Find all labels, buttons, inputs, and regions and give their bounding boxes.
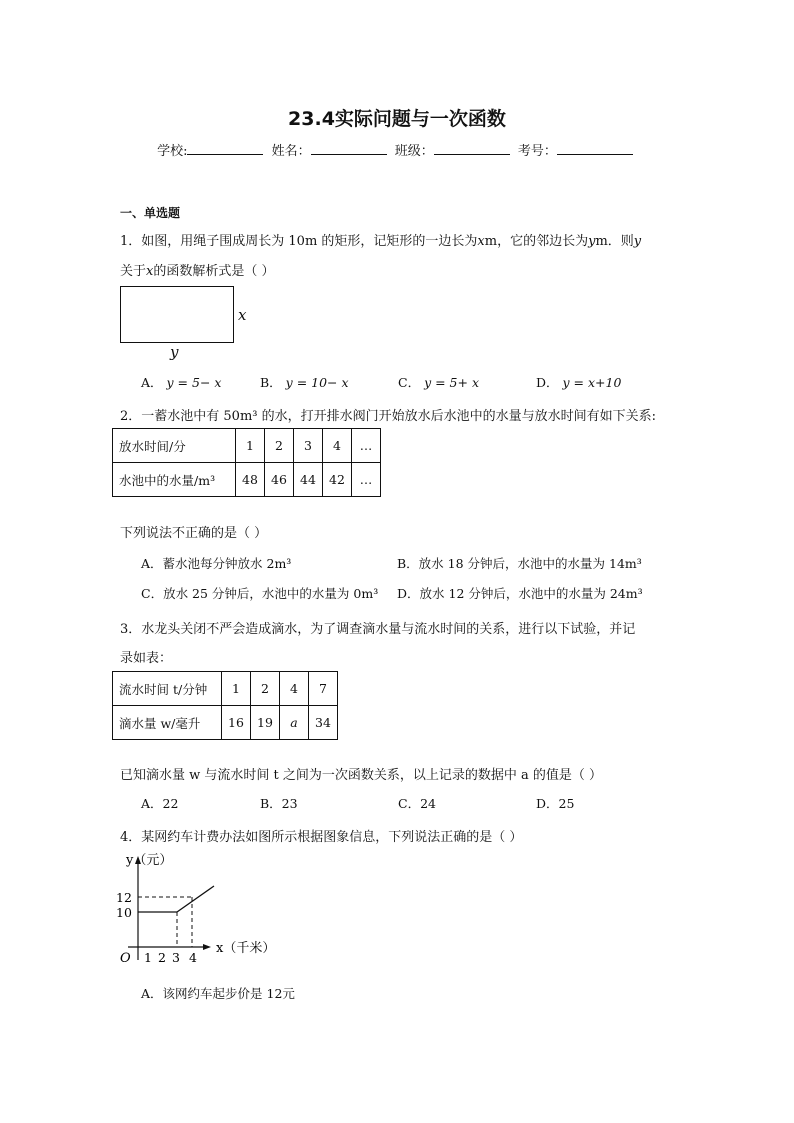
q3-line2: 录如表：: [120, 651, 173, 666]
q1-figure-x-label: x: [238, 306, 247, 324]
school-blank[interactable]: [187, 142, 263, 155]
q1-option-a[interactable]: A． y = 5− x: [141, 375, 222, 390]
q3-line1: 3．水龙头关闭不严会造成滴水，为了调查滴水量与流水时间的关系，进行以下试验，并记: [120, 622, 636, 637]
q4-fare-graph: [110, 848, 310, 970]
q1-rectangle-figure: [120, 286, 234, 343]
q2-row2-label: 水池中的水量/m³: [113, 463, 236, 497]
class-label: 班级：: [394, 144, 434, 159]
x-tick-label: 2: [158, 950, 166, 965]
table-cell: 48: [236, 463, 265, 497]
table-row: [113, 706, 338, 740]
number-blank[interactable]: [557, 142, 633, 155]
table-cell: 19: [251, 706, 280, 740]
q2-row1-label: 放水时间/分: [113, 429, 236, 463]
x-tick-label: 1: [144, 950, 152, 965]
table-row: [113, 429, 381, 463]
name-label: 姓名：: [271, 144, 311, 159]
section-heading: 一、单选题: [120, 206, 181, 220]
q3-option-d[interactable]: D．25: [536, 796, 575, 811]
q1-figure-y-label: y: [170, 343, 179, 361]
q1-option-b[interactable]: B． y = 10− x: [260, 375, 349, 390]
table-cell: 3: [294, 429, 323, 463]
student-info-line: [0, 140, 794, 159]
table-cell: 16: [222, 706, 251, 740]
q1-option-c[interactable]: C． y = 5+ x: [398, 375, 479, 390]
origin-label: O: [120, 951, 131, 966]
x-tick-label: 3: [172, 950, 180, 965]
x-axis-arrow: [203, 944, 211, 950]
page-title: 23.4实际问题与一次函数: [288, 108, 506, 130]
q3-option-c[interactable]: C．24: [398, 796, 436, 811]
q2-option-c[interactable]: C．放水 25 分钟后，水池中的水量为 0m³: [141, 586, 379, 601]
q3-row1-label: 流水时间 t/分钟: [113, 672, 222, 706]
q3-option-b[interactable]: B．23: [260, 796, 298, 811]
q2-stem: 2．一蓄水池中有 50m³ 的水，打开排水阀门开始放水后水池中的水量与放水时间有如下关系:: [120, 409, 656, 424]
q3-question: 已知滴水量 w 与流水时间 t 之间为一次函数关系，以上记录的数据中 a 的值是（ ）: [120, 768, 603, 783]
name-blank[interactable]: [311, 142, 387, 155]
q1-option-d[interactable]: D． y = x+10: [536, 375, 622, 390]
q3-option-a[interactable]: A．22: [141, 796, 179, 811]
q4-stem: 4．某网约车计费办法如图所示根据图象信息，下列说法正确的是（ ）: [120, 830, 523, 845]
q4-option-a[interactable]: A．该网约车起步价是 12元: [141, 986, 295, 1001]
q2-option-b[interactable]: B．放水 18 分钟后，水池中的水量为 14m³: [397, 556, 642, 571]
q2-question: 下列说法不正确的是（ ）: [120, 526, 268, 541]
x-axis-label: x（千米）: [216, 941, 276, 956]
table-row: [113, 463, 381, 497]
table-cell: 44: [294, 463, 323, 497]
q2-option-d[interactable]: D．放水 12 分钟后，水池中的水量为 24m³: [397, 586, 643, 601]
q3-row2-label: 滴水量 w/毫升: [113, 706, 222, 740]
q3-table: [112, 671, 338, 740]
table-cell: 1: [222, 672, 251, 706]
table-cell: 7: [309, 672, 338, 706]
table-cell: …: [352, 429, 381, 463]
q2-option-a[interactable]: A．蓄水池每分钟放水 2m³: [141, 556, 292, 571]
q1-line2: 关于x的函数解析式是（ ）: [120, 264, 275, 279]
table-cell: 4: [323, 429, 352, 463]
q2-table: [112, 428, 381, 497]
table-cell: a: [280, 706, 309, 740]
y-tick-label: 12: [116, 890, 132, 905]
y-axis-label: y（元）: [126, 853, 173, 868]
x-tick-label: 4: [189, 950, 197, 965]
table-cell: 42: [323, 463, 352, 497]
class-blank[interactable]: [434, 142, 510, 155]
table-row: [113, 672, 338, 706]
school-label: 学校:: [157, 144, 188, 159]
table-cell: 46: [265, 463, 294, 497]
table-cell: 1: [236, 429, 265, 463]
number-label: 考号：: [517, 144, 557, 159]
table-cell: 2: [251, 672, 280, 706]
table-cell: 2: [265, 429, 294, 463]
fare-line: [138, 886, 214, 912]
y-tick-label: 10: [116, 905, 132, 920]
table-cell: 4: [280, 672, 309, 706]
table-cell: 34: [309, 706, 338, 740]
table-cell: …: [352, 463, 381, 497]
q1-line1: 1．如图，用绳子围成周长为 10m 的矩形，记矩形的一边长为xm，它的邻边长为ym．则y: [120, 234, 642, 249]
